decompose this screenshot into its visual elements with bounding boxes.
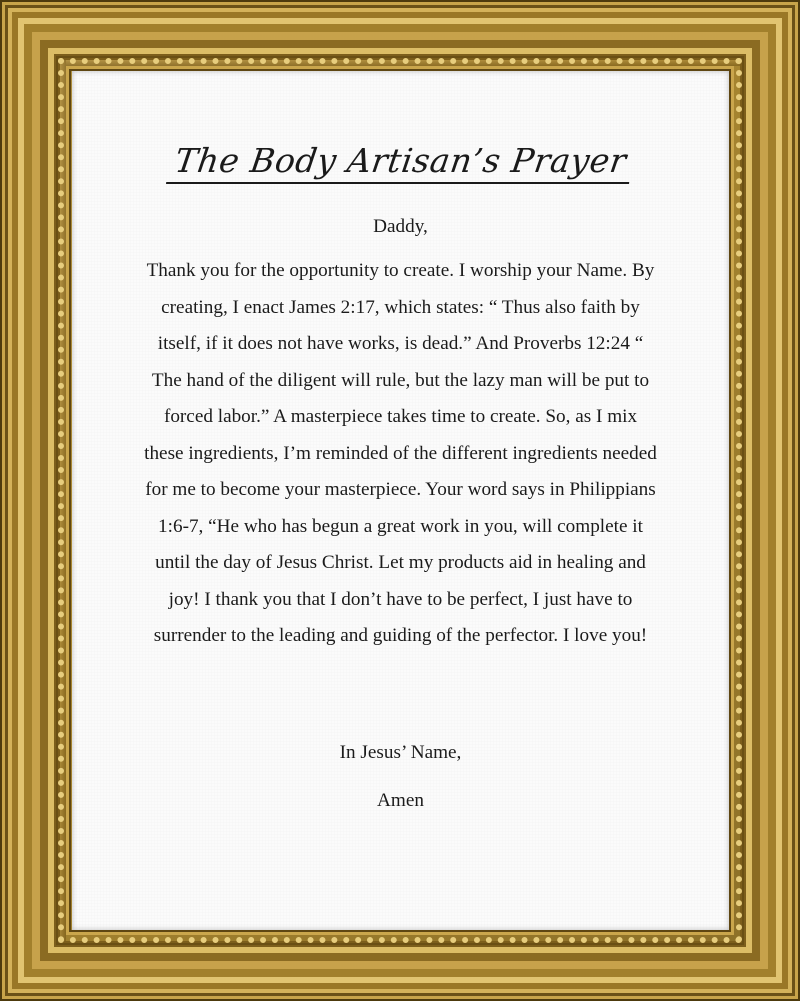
- salutation: Daddy,: [373, 216, 428, 237]
- amen-line: Amen: [377, 790, 424, 811]
- title-container: [72, 141, 729, 184]
- document-title: The Body Artisan’s Prayer: [166, 141, 635, 184]
- closing-line: In Jesus’ Name,: [339, 742, 462, 763]
- paper-sheet: [72, 71, 729, 930]
- prayer-body: Thank you for the opportunity to create. I worship your Name. By creating, I enact James 2:17, which states: “ Thus also faith by itself, if it does not have works, is dead.” And Proverbs 12:24 “ The hand of the diligent will rule, but the lazy man will be put to forced labor.” A masterpiece takes time to create. So, as I mix these ingredients, I’m reminded of the different ingredients needed for me to become your masterpiece. Your word says in Philippians 1:6-7, “He who has begun a great work in you, will complete it until the day of Jesus Christ. Let my products aid in healing and joy! I thank you that I don’t have to be perfect, I just have to surrender to the leading and guiding of the perfector. I love you!: [144, 260, 657, 646]
